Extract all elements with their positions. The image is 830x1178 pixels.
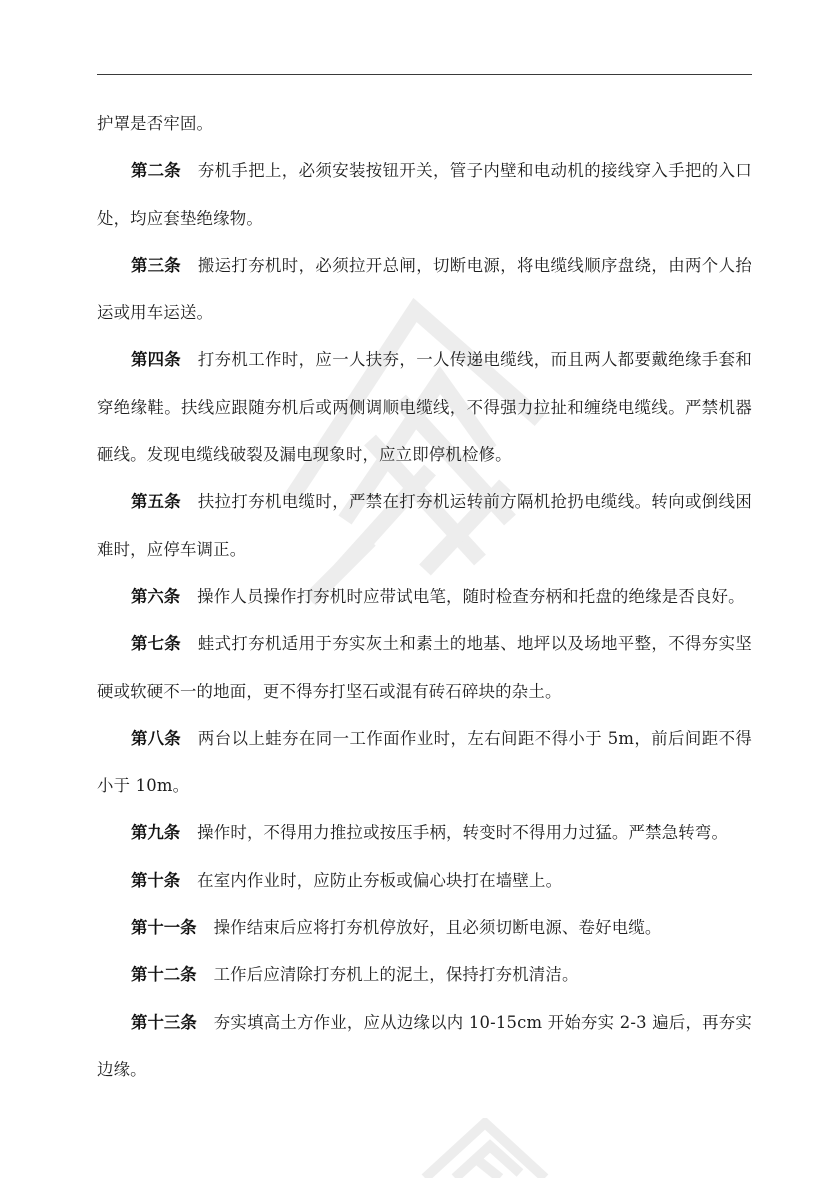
article-label: 第十条 xyxy=(131,870,181,890)
article-text: 工作后应清除打夯机上的泥土，保持打夯机清洁。 xyxy=(213,965,579,985)
article-text: 在室内作业时，应防止夯板或偏心块打在墙壁上。 xyxy=(197,870,563,890)
article-2 xyxy=(97,147,752,242)
article-text: 扶拉打夯机电缆时，严禁在打夯机运转前方隔机抢扔电缆线。转向或倒线困难时，应停车调正。 xyxy=(97,492,753,559)
article-text: 两台以上蛙夯在同一工作面作业时，左右间距不得小于 5m，前后间距不得小于 10m。 xyxy=(97,728,752,796)
article-text: 打夯机工作时，应一人扶夯，一人传递电缆线，而且两人都要戴绝缘手套和穿绝缘鞋。扶线应跟随夯机后或两侧调顺电缆线，不得强力拉扯和缠绕电缆线。严禁机器砸线。发现电缆线破裂及漏电现象时，应立即停机检修。 xyxy=(97,350,753,465)
article-label: 第九条 xyxy=(131,823,181,843)
article-label: 第二条 xyxy=(131,161,181,181)
article-label: 第八条 xyxy=(131,728,181,748)
article-3 xyxy=(97,242,752,337)
article-text: 蛙式打夯机适用于夯实灰土和素土的地基、地坪以及场地平整，不得夯实坚硬或软硬不一的地面，更不得夯打坚石或混有砖石碎块的杂土。 xyxy=(97,634,753,701)
article-text: 夯机手把上，必须安装按钮开关，管子内壁和电动机的接线穿入手把的入口处，均应套垫绝缘物。 xyxy=(97,161,753,228)
continuation-paragraph: 护罩是否牢固。 xyxy=(97,114,214,133)
article-label: 第三条 xyxy=(131,255,181,275)
article-text: 搬运打夯机时，必须拉开总闸，切断电源，将电缆线顺序盘绕，由两个人抬运或用车运送。 xyxy=(97,255,753,323)
article-9 xyxy=(97,809,752,856)
article-text: 操作时，不得用力推拉或按压手柄，转变时不得用力过猛。严禁急转弯。 xyxy=(197,823,729,843)
article-7 xyxy=(97,620,752,715)
article-text: 操作人员操作打夯机时应带试电笔，随时检查夯柄和托盘的绝缘是否良好。 xyxy=(197,586,745,606)
article-text: 夯实填高土方作业，应从边缘以内 10-15cm 开始夯实 2-3 遍后，再夯实边缘。 xyxy=(97,1012,753,1079)
article-4 xyxy=(97,336,752,478)
watermark-logo-icon xyxy=(420,1118,560,1178)
article-label: 第四条 xyxy=(131,350,181,370)
article-label: 第十一条 xyxy=(131,918,197,938)
article-label: 第六条 xyxy=(131,586,181,606)
document-body xyxy=(97,100,752,1093)
article-6 xyxy=(97,573,752,620)
article-label: 第五条 xyxy=(131,492,181,512)
article-12 xyxy=(97,951,752,998)
article-13 xyxy=(97,999,752,1094)
article-10 xyxy=(97,857,752,904)
article-text: 操作结束后应将打夯机停放好，且必须切断电源、卷好电缆。 xyxy=(213,918,662,938)
article-label: 第七条 xyxy=(131,634,181,654)
article-label: 第十三条 xyxy=(131,1012,197,1032)
article-11 xyxy=(97,904,752,951)
article-label: 第十二条 xyxy=(131,965,197,985)
article-5 xyxy=(97,478,752,573)
header-rule xyxy=(97,74,752,75)
article-8 xyxy=(97,715,752,810)
